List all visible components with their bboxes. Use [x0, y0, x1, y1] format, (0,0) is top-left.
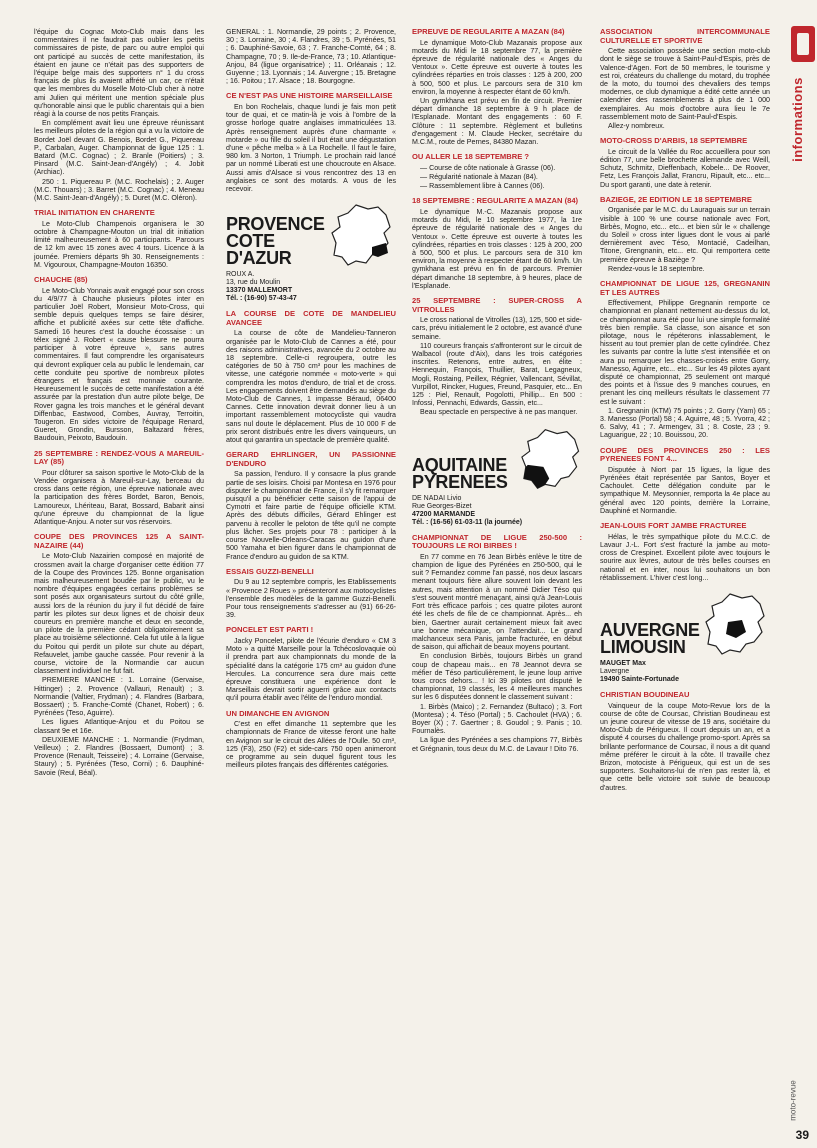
region-box-aquitaine: [412, 427, 582, 527]
list-item: — Régularité nationale à Mazan (84).: [420, 173, 538, 182]
article-text: Pour clôturer sa saison sportive le Moto-Club de la Vendée organisera à Mareuil-sur-Lay, berceau du cross dans cette région, une épreuve nationale avec la participation des frères Bordet, Baron, Benois, Lamoureux, Lhériteau, Barat, Bossard, Babarit ainsi qu'une épreuve du championnat de la ligue Atlantique-Anjou. A noter sur vos réservoirs.: [34, 468, 204, 526]
article-text: Organisée par le M.C. du Lauraguais sur un terrain visible à 100 % une course nationale avec Fort, Birbès, Mogno, etc... etc... et bien sûr le « challenge du Soleil » cross inter ligues dont le vous ai parlé dernièrement avec Téso, Montacié, Cadeilhan, Titone, Grengnanin, etc... etc. Qui remportera cette première épreuve à Baziège ?: [600, 206, 770, 264]
contact-street: 13, rue du Moulin: [226, 279, 281, 287]
magazine-name: moto-revue: [788, 1080, 798, 1121]
column-1: [34, 28, 204, 778]
article-text: Le Moto-Club Yonnais avait engagé pour son cross du 4/9/77 à Chauche plusieurs pilotes inter en particulier Joël Robert, Monsieur Moto-Cross, qui semble depuis quelques temps se faire désirer, affiche et publicité axées sur cette tête d'affiche. Samedi 16 heures c'est la douche écossaise : un télex signé J. Robert « cause blessure ne pourra participer à votre épreuve », sans autres commentaires. Il faut comprendre les organisateurs qui devront expliquer cela au public le lendemain, car cette conduite peu sportive de nombreux pilotes étrangers et français est monnaie courante. Heureusement le succès de cette manifestation a été assurée par la prestation d'un autre pilote belge, De Rover gagna les trois manches et le général devant Diffenbac, Eastwood, Combes, Auvray, Terroitin, Tougeron. En sides victoire de l'équipage Renard, Gueret, Grondin, Bursson, Baltazard frères, Baudouin, Peixoto, Baudouin.: [34, 286, 204, 443]
article-text: Vainqueur de la coupe Moto-Revue lors de la course de côte de Coursac, Christian Boudineau est un jeune coureur de vitesse de 19 ans, sociétaire du Moto-Club de Périgueux. Il court depuis un an, et a disputé 4 courses du challenge promo-sport. Après sa brillante performance de Coursac, il nous a dit quand même préférer le circuit à la côte. Il travaille chez Brizon, motociste à Périgueux, qui est un de ses supporters. Souhaitons-lui de n'en pas rester là, et que cette belle victoire soit suivie de beaucoup d'autres.: [600, 701, 770, 792]
region-box-auvergne: [600, 592, 770, 684]
article-heading: GERARD EHRLINGER, UN PASSIONNE D'ENDURO: [226, 450, 396, 468]
article-heading: CHAMPIONNAT DE LIGUE 125, GREGNANIN ET LES AUTRES: [600, 279, 770, 297]
france-map-icon: [702, 592, 768, 656]
article-heading: UN DIMANCHE EN AVIGNON: [226, 708, 330, 718]
article-text: En conclusion Birbès, toujours Birbès un grand coup de chapeau mais... en 78 Jeannot devra se méfier de Téso particulièrement, le jeune loup arrive tous crocs dehors... ! Ici 39 pilotes ont disputé le championnat, 19 classés, les 4 meilleures manches sur les 6 disputées donnent le classement suivant :: [412, 652, 582, 702]
region-title: PROVENCE COTE D'AZUR: [226, 214, 325, 269]
article-text: Disputée à Niort par 15 ligues, la ligue des Pyrénées était représentée par Santos, Boyer et Cachoulet. Cette délégation conduite par le sympathique M. Meysonnier, remporta la 4e place au général avec 120 points, derrière la Lorraine, Dauphiné et Normandie.: [600, 465, 770, 515]
article-heading: CHAMPIONNAT DE LIGUE 250-500 : TOUJOURS LE ROI BIRBES !: [412, 532, 582, 551]
contact-phone: Tél. : (16-56) 61-03-11 (la journée): [412, 518, 523, 526]
france-map-icon: [328, 203, 394, 267]
article-text: 110 coureurs français s'affronteront sur le circuit de Walbacol (route d'Aix), dans les trois catégories inscrites. Retenons, entre autres, en élite : Hennequin, François, Thuillier, Barat, Legagneux, Mogli, Rostaing, Peillex, Régnier, Vallencant, Sévillat, Vurpillot, Rincker, Hugues, Freund, Pasquier, etc... En 125 : Piel, Renault, Pogolotti, Phillip... En 500 : Infossi, Pennachi, Edwards, Gassin, etc...: [412, 341, 582, 408]
article-text: Beau spectacle en perspective à ne pas manquer.: [420, 408, 578, 417]
article-text: Le Moto-Club Nazairien composé en majorité de crossmen avait la charge d'organiser cette édition 77 de la Coupe des Provinces 125. Bonne organisation mais malheureusement boudée par le public, vu le nombre d'équipes engagées certains problèmes se sont posés aux organisateurs surtout du côté grille, aussi lors de la réunion du jury il fut décidé de faire partir les pilotes sur deux lignes et de choisir deux coureurs en première manche et deux en seconde, un pilote de la première cédant obligatoirement sa place au troisième sélectionné. Cela fut utile à la ligue du Poitou qui perdit un pilote sur chute au départ, Refauvelet, jambe gauche cassée. Pour revenir à la course, victoire de la Normandie car aucun classement individuel ne fut fait.: [34, 552, 204, 676]
contact-street: Rue Georges-Bizet: [412, 502, 472, 510]
list-item: — Course de côte nationale à Grasse (06).: [420, 163, 556, 172]
article-heading: ASSOCIATION INTERCOMMUNALE CULTURELLE ET SPORTIVE: [600, 27, 770, 45]
article-heading: ESSAIS GUZZI-BENELLI: [226, 566, 314, 576]
article-text: En 77 comme en 76 Jean Birbès enlève le titre de champion de ligue des Pyrénées en 250-500, qui le suit ? Fernandez comme l'an passé, nos deux lascars menant toujours fière allure souvent loin devant les autres, mais attention à un nommé Didier Téso qui s'est souvent montré menaçant, ainsi qu'à Jean-Louis Fort très efficace parfois ; ces quatre pilotes auront été les chefs de file de ce championnat. Après... eh bien, Gaertner aurait certainement mieux fait avec une bonne mécanique, on l'attendait... Le grand malchanceux sera Panis, jambe fracturée, en début de saison, qui affichait de beaux moyens pourtant.: [412, 552, 582, 652]
results-text: PREMIERE MANCHE : 1. Lorraine (Gervaise, Hittinger) ; 2. Provence (Vallauri, Renault) ; 3. Normandie (Valtier, Frydman) ; 4. Flandres (Barbara, Bossaert) ; 5. Franche-Comté (Chanet, Robert) ; 6. Pyrénées (Teso, Aguirre).: [34, 676, 204, 718]
article-text: Allez-y nombreux.: [608, 122, 665, 131]
article-text: Le cross national de Vitrolles (13), 125, 500 et side-cars, prévu initialement le 2 octobre, est avancé d'une semaine.: [412, 316, 582, 341]
magazine-logo-icon: [791, 26, 815, 62]
article-text: Sa passion, l'enduro. Il y consacre la plus grande partie de ses loisirs. Choisi par Montesa en 1976 pour disputer le championnat de France, il s'y fit remarquer puisqu'il a pu bénéficier cette saison de l'appui de Cymotri et faire partie de l'équipe officielle KTM. Après des débuts difficiles, Gérard Ehlinger est parvenu à recoller le peloton de tête qu'il ne compte plus lâcher. Ses projets pour 78 : participer à la course Nouvelle-Orleans-Caracas au guidon d'une 500 Yamaha et bien figurer dans le championnat de France d'enduro au guidon de sa KTM.: [226, 470, 396, 561]
article-text: La course de côte de Mandelieu-Tanneron organisée par le Moto-Club de Cannes a été, pour des raisons administratives, avancée du 2 octobre au 18 septembre. Celle-ci regroupera, outre les catégories de 50 à 750 cm³ pour les machines de vitesse, une catégorie nommée « moto-verte » qui comprendra les motos d'enduro, de trial et de cross. Les engagements doivent être demandés au siège du Moto-Club de Cannes, 1 impasse Béraud, 06400 Cannes. Cette innovation devrait donner lieu à un important rassemblement motocycliste qui vaudra sans nul doute le déplacement. Plus de 10 000 F de prix seront distribués entre les divers vainqueurs, un atout qui garantira un spectacle de première qualité.: [226, 329, 396, 445]
article-text: Du 9 au 12 septembre compris, les Etablissements « Provence 2 Roues » présenteront aux motocyclistes l'ensemble des modèles de la gamme Guzzi-Benelli. Pour tous renseignements s'adresser au (91) 66-26-39.: [226, 578, 396, 620]
page-number: 39: [795, 1128, 809, 1142]
section-sidebar: [789, 0, 817, 1148]
section-label: informations: [789, 77, 805, 162]
contact-name: DE NADAI Livio: [412, 494, 462, 502]
article-text: Le dynamique M.-C. Mazanais propose aux motards du Midi, le 10 septembre 1977, la 1re épreuve de régularité nationale des « Anges du Ventoux ». Cette épreuve est ouverte à toutes les cylindrées, réparties en trois classes : 125 à 200, 200 à 500, 500 et plus. Le parcours sera de 310 km environ, la moyenne à respecter étant de 60 km/h. Un gymkhana est prévu en fin de parcours. Premier départ dimanche 18 septembre, à 9 heures, place de l'Esplanade.: [412, 208, 582, 290]
column-3: [412, 28, 582, 754]
contact-city: 47200 MARMANDE: [412, 510, 476, 518]
article-text: Les ligues Atlantique-Anjou et du Poitou se classant 9e et 16e.: [34, 718, 204, 735]
article-heading: CHAUCHE (85): [34, 275, 88, 285]
article-heading: EPREUVE DE REGULARITE A MAZAN (84): [412, 27, 565, 36]
article-text: En complément avait lieu une épreuve réunissant les meilleurs pilotes de la région qui a vu la victoire de Bordet Joël devant G. Benois, Bordet G., Piquereau P., Carbalan, Auger. Championnat de ligue 125 : 1. Batard (M.C. Cognac) ; 2. Branle (Poitiers) ; 3. Pinsard (M.C. Saint-Jean-d'Angély) ; 4. Jobit (Archiac).: [34, 119, 204, 177]
contact-name: MAUGET Max: [600, 659, 646, 667]
article-heading: OU ALLER LE 18 SEPTEMBRE ?: [412, 152, 530, 162]
article-text: 250 : 1. Piquereau P. (M.C. Rochelais) ; 2. Auger (M.C. Thouars) ; 3. Barret (M.C. Cognac) ; 4. Meneau (M.C. Saint-Jean-d'Angély) ; 5. Duret (M.C. Oléron).: [34, 177, 204, 203]
article-text: Le dynamique Moto-Club Mazanais propose aux motards du Midi le 18 septembre 77, la première épreuve de régularité nationale des « Anges du Ventoux ». Cette épreuve est ouverte à toutes les cylindrées réparties en trois classes : 125 à 200, 200 à 500, 500 et plus. Le parcours sera de 310 km environ, la moyenne à respecter étant de 60 km/h.: [412, 38, 582, 96]
article-text: Cette association possède une section moto-club dont le siège se trouve à Saint-Paul-d'Espis, près de Valence-d'Agen. Fort de 50 membres, le tourisme y est roi, créateurs du challenge du motard, du trophée de la moto, du tournoi des chevaliers des temps modernes, ce club dynamique a édité cette année un calendrier des rassemblements à plus de 1 000 exemplaires. Au mois d'octobre aura lieu le 7e rassemblement moto de Saint-Paul-d'Espis.: [600, 47, 770, 121]
article-text: Un gymkhana est prévu en fin de circuit. Premier départ dimanche 18 septembre à 9 h place de l'Esplanade. Montant des engagements : 60 F. Clôture : 11 septembre. Règlement et bulletins d'engagement : M. Claude Hecker, secrétaire du M.C.M., route de Pernes, 84380 Mazan.: [412, 97, 582, 147]
results-text: GENERAL : 1. Normandie, 29 points ; 2. Provence, 30 ; 3. Lorraine, 30 ; 4. Flandres, 39 ; 5. Pyrénées, 51 ; 6. Dauphiné-Savoie, 63 ; 7. Franche-Comté, 64 ; 8. Champagne, 70 ; 9. Ile-de-France, 73 ; 10. Atlantique-Anjou, 84 (ligue organisatrice) ; 11. Orléanais ; 12. Guyenne ; 13. Lyonnais ; 14. Auvergne ; 15. Bretagne ; 16. Poitou ; 17. Alsace ; 18. Bourgogne.: [226, 28, 396, 86]
article-heading: CHRISTIAN BOUDINEAU: [600, 689, 690, 699]
article-text: Le circuit de la Vallée du Roc accueillera pour son édition 77, une belle brochette allemande avec Weill, Schutz, Schmitz, Dieffenbach, Kobele... De Roover, Fetz, Les François Jallat, Francru, Ripault, etc... etc... Du sport garanti, une date à retenir.: [600, 147, 770, 189]
region-title: AQUITAINE PYRENEES: [412, 454, 508, 492]
contact-city: 13370 MALLEMORT: [226, 287, 293, 295]
article-heading: CE N'EST PAS UNE HISTOIRE MARSEILLAISE: [226, 91, 393, 101]
contact-name: ROUX A.: [226, 271, 255, 279]
contact-phone: Tél. : (16-90) 57-43-47: [226, 295, 297, 303]
article-text: En bon Rochelais, chaque lundi je fais mon petit tour de quai, et ce matin-là je vois à l'ombre de la grosse horloge quatre anglaises immatriculées 13. Après renseignement auprès d'une charmante « motarde » ou fille du soleil il but était une dégustation d'une « pêche melba » à La Rochelle. Il faut le faire, 980 km. 3 Norton, 1 Triumph. Le prochain raid lancé par un nommé Liberati est une choucroute en Alsace. Aussi amis d'Alsace si vous rencontrez des 13 en anglaises ce sont des motards. A vous de les recevoir.: [226, 103, 396, 194]
article-text: Effectivement, Philippe Gregnanin remporte ce championnat en planant nettement au-dessus du lot, ce championnat aura été pour lui une simple formalité très bien remplie. Sa classe, son aisance et son pilotage, nous le répéterons inlassablement, le hissent au tout premier plan de cette cylindrée. Chez les suivants par contre la lutte s'est intensifiée et on aura pu remarquer les chasses-croisés entre Gorry, Manesso, Aguirre, etc... etc... Sur les 49 pilotes ayant disputé ce championnat, 25 seulement ont marqué des points et à l'issue des 9 manches courues, en prenant les cinq meilleurs résultats le classement 77 est le suivant :: [600, 299, 770, 406]
article-heading: BAZIEGE, 2E EDITION LE 18 SEPTEMBRE: [600, 194, 752, 204]
contact-street: Lavergne: [600, 667, 630, 675]
article-text: C'est en effet dimanche 11 septembre que les championnats de France de vitesse feront une halte en Avignon sur le circuit des Allées de l'Oulle. 50 cm³, 125 (F3), 250 (F2) et side-cars 750 open animeront ce programme au sein duquel figurent tous les meilleurs pilotes français des différentes catégories.: [226, 720, 396, 770]
france-map-icon: [518, 427, 582, 491]
article-heading: 25 SEPTEMBRE : RENDEZ-VOUS A MAREUIL-LAY (85): [34, 448, 204, 467]
list-item: — Rassemblement libre à Cannes (06).: [420, 182, 545, 191]
article-text: Le Moto-Club Champenois organisera le 30 octobre à Champagne-Mouton un trial dit initiation limité malheureusement à 60 participants. Parcours de 12 km avec 15 zones avec 4 tours. Licence à la journée. Premiers départs 9h 30. Renseignements : M. Vigouroux, Champagne-Mouton 16350.: [34, 219, 204, 269]
article-heading: 25 SEPTEMBRE : SUPER-CROSS A VITROLLES: [412, 296, 582, 314]
results-text: DEUXIEME MANCHE : 1. Normandie (Frydman, Veilleux) ; 2. Flandres (Bossaert, Dumont) ; 3. Provence (Renault, Teisseire) ; 4. Lorraine (Gervaise, Staury) ; 5. Pyrénées (Teso, Corni) ; 6. Dauphiné-Savoie (Reul, Béal).: [34, 735, 204, 777]
article-text: l'équipe du Cognac Moto-Club mais dans les commentaires il ne faudrait pas oublier les petits commissaires de piste, de parc ou autre emploi qui ont participé au succès de cette manifestation, ils étaient en jaune ce n'était pas des supporters de l'équipe belge mais des supporters n° 1 du cross français de plus ils avaient affrété un car, ce n'était que les membres du Moselle Moto-Club cher à notre ami Julien qui méritent une mention spéciale plus qu'honorable ainsi que le public charentais qui a bien réagi à la course de nos petits Français.: [34, 28, 204, 119]
article-heading: MOTO-CROSS D'ARBIS, 18 SEPTEMBRE: [600, 136, 748, 146]
column-2: [226, 28, 396, 770]
article-heading: TRIAL INITIATION EN CHARENTE: [34, 208, 155, 218]
contact-city: 19490 Sainte-Fortunade: [600, 675, 679, 683]
results-text: 1. Birbès (Maico) ; 2. Fernandez (Bultaco) ; 3. Fort (Montesa) ; 4. Téso (Portal) ; 5. Cachoulet (HVA) ; 6. Boyer (X) ; 7. Gaertner ; 8. Goudol ; 9. Panis ; 10. Fournalès.: [412, 702, 582, 736]
region-title: AUVERGNE LIMOUSIN: [600, 619, 700, 657]
column-4: [600, 28, 770, 793]
article-heading: PONCELET EST PARTI !: [226, 625, 314, 635]
results-text: 1. Gregnanin (KTM) 75 points ; 2. Gorry (Yam) 65 ; 3. Manesso (Portal) 58 ; 4. Aguirre, 48 ; 5. Yvorra, 42 ; 6. Salvy, 41 ; 7. Armengev, 31 ; 8. Coste, 23 ; 9. Laguarigue, 22 ; 10. Bouissou, 20.: [600, 406, 770, 440]
article-text: Jacky Poncelet, pilote de l'écurie d'enduro « CM 3 Moto » a quitté Marseille pour la Tchécoslovaquie où il prendra part aux championnats du monde de la spécialité dans la catégorie 175 cm³ au guidon d'une Hercules. La concurrence sera dure mais cette épreuve constituera une expérience dont le Marseillais devrait sortir aguerri grâce aux contacts qu'il pourra établir avec l'élite de l'enduro mondial.: [226, 636, 396, 703]
article-heading: COUPE DES PROVINCES 125 A SAINT-NAZAIRE (44): [34, 532, 204, 550]
article-heading: LA COURSE DE COTE DE MANDELIEU AVANCEE: [226, 309, 396, 327]
article-heading: 18 SEPTEMBRE : REGULARITE A MAZAN (84): [412, 196, 579, 206]
region-box-provence: [226, 203, 396, 303]
article-text: Hélas, le très sympathique pilote du M.C.C. de Lavaur J.-L. Fort s'est fracturé la jambe au moto-cross de Crespinet. Excellent pilote avec toujours le sourire aux lèvres, autour de très belles courses en national et en inter, nous lui souhaitons un bon rétablissement. L'hiver c'est long...: [600, 532, 770, 582]
article-text: La ligue des Pyrénées a ses champions 77, Birbès et Grégnanin, tous deux du M.C. de Lavaur ! Dito 76.: [412, 736, 582, 753]
article-heading: JEAN-LOUIS FORT JAMBE FRACTUREE: [600, 521, 747, 531]
article-text: Rendez-vous le 18 septembre.: [608, 264, 705, 273]
article-heading: COUPE DES PROVINCES 250 : LES PYRENEES FONT 4...: [600, 445, 770, 464]
